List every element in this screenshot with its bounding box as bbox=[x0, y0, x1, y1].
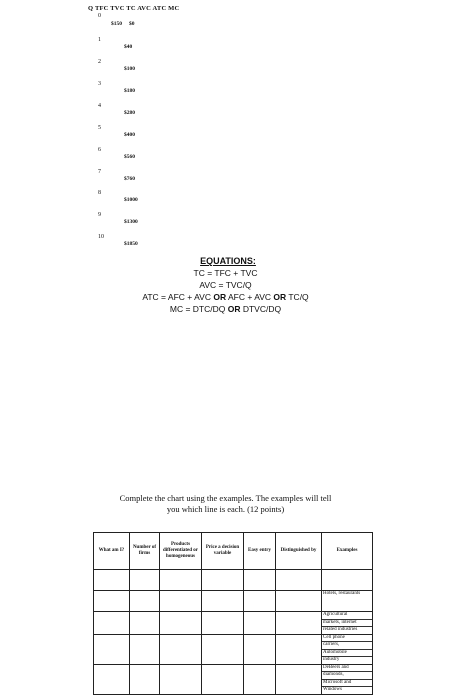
q-value-6: 6 bbox=[98, 147, 101, 153]
answer-cell[interactable] bbox=[94, 634, 130, 664]
tvc-value-4: $280 bbox=[124, 110, 135, 116]
tvc-value-6: $560 bbox=[124, 154, 135, 160]
tvc-value-1: $40 bbox=[124, 44, 133, 50]
tvc-value-9: $1300 bbox=[124, 219, 138, 225]
example-cell bbox=[322, 612, 373, 635]
example-text: diamonds, bbox=[322, 672, 372, 680]
answer-cell[interactable] bbox=[276, 591, 322, 612]
answer-cell[interactable] bbox=[94, 570, 130, 591]
answer-cell[interactable] bbox=[276, 664, 322, 694]
tvc-value-3: $180 bbox=[124, 88, 135, 94]
answer-cell[interactable] bbox=[202, 664, 244, 694]
q-value-0: 0 bbox=[98, 13, 101, 19]
answer-cell[interactable] bbox=[202, 612, 244, 635]
answer-cell[interactable] bbox=[94, 591, 130, 612]
tvc-value-2: $100 bbox=[124, 66, 135, 72]
header-easy-entry: Easy entry bbox=[244, 533, 276, 570]
answer-cell[interactable] bbox=[94, 612, 130, 635]
q-value-8: 8 bbox=[98, 190, 101, 196]
answer-cell[interactable] bbox=[130, 634, 160, 664]
answer-cell[interactable] bbox=[130, 612, 160, 635]
table-header bbox=[94, 533, 373, 570]
example-text: Automobile bbox=[322, 650, 372, 658]
example-cell bbox=[322, 591, 373, 612]
answer-cell[interactable] bbox=[276, 570, 322, 591]
q-value-3: 3 bbox=[98, 81, 101, 87]
header-number-of-firms: Number of firms bbox=[130, 533, 160, 570]
example-text: Windows bbox=[323, 687, 342, 692]
example-text: markets, internet bbox=[322, 620, 372, 628]
answer-cell[interactable] bbox=[244, 570, 276, 591]
answer-cell[interactable] bbox=[202, 591, 244, 612]
q-value-7: 7 bbox=[98, 169, 101, 175]
answer-cell[interactable] bbox=[244, 634, 276, 664]
example-text: Cell phone bbox=[322, 635, 372, 643]
market-structure-table bbox=[93, 532, 373, 695]
table-header-row: Q TFC TVC TC AVC ATC MC bbox=[88, 5, 180, 12]
header-examples: Examples bbox=[322, 533, 373, 570]
tvc-value-5: $400 bbox=[124, 132, 135, 138]
q-value-9: 9 bbox=[98, 212, 101, 218]
example-cell bbox=[322, 570, 373, 591]
table-row bbox=[94, 570, 373, 591]
answer-cell[interactable] bbox=[94, 664, 130, 694]
header-what-am-i: What am I? bbox=[94, 533, 130, 570]
table-row bbox=[94, 664, 373, 694]
example-cell bbox=[322, 634, 373, 664]
answer-cell[interactable] bbox=[160, 570, 202, 591]
answer-cell[interactable] bbox=[160, 634, 202, 664]
answer-cell[interactable] bbox=[130, 591, 160, 612]
tvc-value-8: $1000 bbox=[124, 197, 138, 203]
answer-cell[interactable] bbox=[160, 591, 202, 612]
instructions bbox=[0, 493, 451, 515]
example-text: Hotels, restaurants bbox=[323, 591, 361, 596]
answer-cell[interactable] bbox=[244, 612, 276, 635]
example-text: carriers, bbox=[322, 642, 372, 650]
equation-atc: ATC = AFC + AVC OR AFC + AVC OR TC/Q bbox=[142, 292, 309, 302]
header-products: Products differentiated or homogeneous bbox=[160, 533, 202, 570]
equation-mc: MC = DTC/DQ OR DTVC/DQ bbox=[169, 304, 282, 314]
answer-cell[interactable] bbox=[160, 664, 202, 694]
table-row bbox=[94, 612, 373, 635]
tvc-value-10: $1850 bbox=[124, 241, 138, 247]
q-value-4: 4 bbox=[98, 103, 101, 109]
answer-cell[interactable] bbox=[276, 634, 322, 664]
equations-title: EQUATIONS: bbox=[200, 256, 256, 266]
q-value-2: 2 bbox=[98, 59, 101, 65]
example-text: Agricultural bbox=[322, 612, 372, 620]
tfc-value-0: $150 bbox=[111, 21, 122, 27]
answer-cell[interactable] bbox=[202, 570, 244, 591]
instructions-line-2: you which line is each. (12 points) bbox=[166, 504, 285, 514]
answer-cell[interactable] bbox=[130, 570, 160, 591]
answer-cell[interactable] bbox=[130, 664, 160, 694]
q-value-1: 1 bbox=[98, 37, 101, 43]
example-text: industry bbox=[323, 657, 340, 662]
header-distinguished-by: Distinguished by bbox=[276, 533, 322, 570]
answer-cell[interactable] bbox=[202, 634, 244, 664]
equations-block bbox=[0, 255, 451, 315]
equation-tc: TC = TFC + TVC bbox=[193, 268, 258, 278]
answer-cell[interactable] bbox=[244, 591, 276, 612]
tvc-value-7: $760 bbox=[124, 176, 135, 182]
tvc-value-0: $0 bbox=[129, 21, 135, 27]
example-text: DeBeers and bbox=[322, 665, 372, 673]
table-row bbox=[94, 634, 373, 664]
example-text: related industries bbox=[323, 627, 358, 632]
table-row bbox=[94, 591, 373, 612]
q-value-5: 5 bbox=[98, 125, 101, 131]
header-price-decision: Price a decision variable bbox=[202, 533, 244, 570]
instructions-line-1: Complete the chart using the examples. The examples will tell bbox=[119, 493, 332, 503]
example-cell bbox=[322, 664, 373, 694]
q-value-10: 10 bbox=[98, 234, 104, 240]
equation-avc: AVC = TVC/Q bbox=[199, 280, 252, 290]
answer-cell[interactable] bbox=[276, 612, 322, 635]
example-text: Microsoft and bbox=[322, 680, 372, 688]
answer-cell[interactable] bbox=[160, 612, 202, 635]
answer-cell[interactable] bbox=[244, 664, 276, 694]
